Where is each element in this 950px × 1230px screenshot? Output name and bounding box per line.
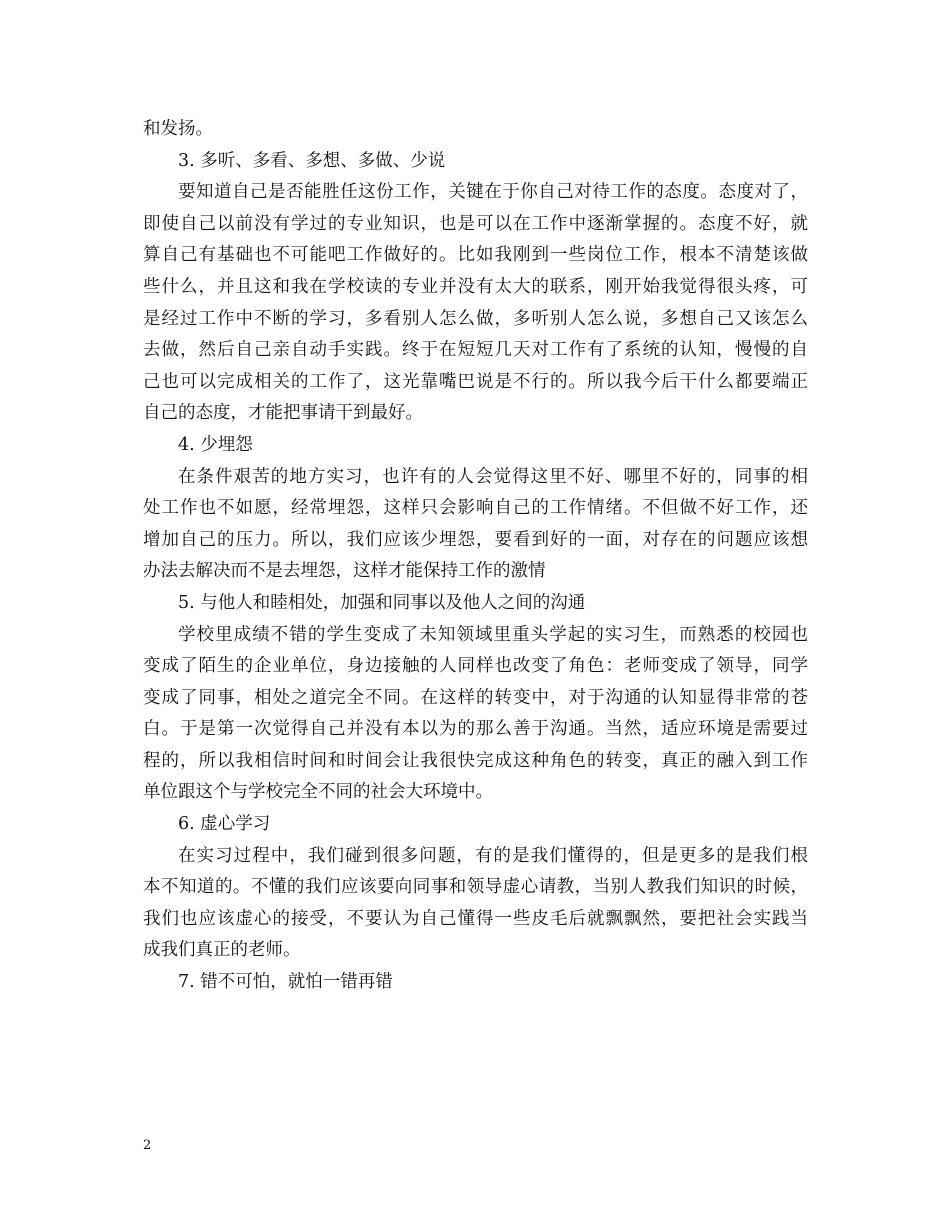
paragraph-line: 算自己有基础也不可能吧工作做好的。比如我刚到一些岗位工作，根本不清楚该做: [143, 245, 808, 266]
paragraph-line: 学校里成绩不错的学生变成了未知领域里重头学起的实习生，而熟悉的校园也: [178, 624, 808, 645]
paragraph: [143, 620, 808, 810]
paragraph-line: 白。于是第一次觉得自己并没有本以为的那么善于沟通。当然，适应环境是需要过: [143, 719, 808, 740]
paragraph-line: 是经过工作中不断的学习，多看别人怎么做，多听别人怎么说，多想自己又该怎么: [143, 308, 808, 329]
paragraph-line: 变成了陌生的企业单位，身边接触的人同样也改变了角色：老师变成了领导，同学: [143, 656, 808, 677]
paragraph-line: 增加自己的压力。所以，我们应该少埋怨，要看到好的一面，对存在的问题应该想: [143, 529, 808, 550]
paragraph-line: 变成了同事，相处之道完全不同。在这样的转变中，对于沟通的认知显得非常的苍: [143, 687, 808, 708]
section-heading: 3. 多听、多看、多想、多做、少说: [178, 150, 446, 171]
paragraph: [143, 462, 808, 588]
paragraph: [143, 114, 808, 146]
paragraph-line: 在实习过程中，我们碰到很多问题，有的是我们懂得的，但是更多的是我们根: [178, 845, 808, 866]
section-heading: 6. 虚心学习: [178, 814, 271, 835]
section-heading: 5. 与他人和睦相处，加强和同事以及他人之间的沟通: [178, 592, 586, 613]
paragraph-line: 去做，然后自己亲自动手实践。终于在短短几天对工作有了系统的认知，慢慢的自: [143, 340, 808, 361]
section-heading: 7. 错不可怕，就怕一错再错: [178, 972, 393, 993]
paragraph-line: 自己的态度，才能把事请干到最好。: [143, 403, 423, 424]
paragraph-line: 单位跟这个与学校完全不同的社会大环境中。: [143, 782, 493, 803]
page-number: 2: [143, 1138, 152, 1153]
paragraph-line: 在条件艰苦的地方实习，也许有的人会觉得这里不好、哪里不好的，同事的相: [178, 466, 808, 487]
paragraph-line: 己也可以完成相关的工作了，这光靠嘴巴说是不行的。所以我今后干什么都要端正: [143, 371, 808, 392]
paragraph: [143, 177, 808, 430]
paragraph-line: 程的，所以我相信时间和时间会让我很快完成这种角色的转变，真正的融入到工作: [143, 750, 808, 771]
paragraph-line: 即使自己以前没有学过的专业知识，也是可以在工作中逐渐掌握的。态度不好，就: [143, 213, 808, 234]
paragraph-line: 和发扬。: [143, 119, 213, 139]
paragraph-line: 成我们真正的老师。: [143, 940, 301, 961]
paragraph: [143, 841, 808, 967]
paragraph-line: 要知道自己是否能胜任这份工作，关键在于你自己对待工作的态度。态度对了，: [178, 182, 808, 203]
paragraph-line: 我们也应该虚心的接受，不要认为自己懂得一些皮毛后就飘飘然，要把社会实践当: [143, 908, 808, 929]
document-body: [143, 114, 808, 999]
paragraph-line: 些什么，并且这和我在学校读的专业并没有太大的联系，刚开始我觉得很头疼，可: [143, 276, 808, 297]
paragraph-line: 本不知道的。不懂的我们应该要向同事和领导虚心请教，当别人教我们知识的时候，: [143, 877, 808, 898]
section-heading: 4. 少埋怨: [178, 434, 253, 455]
paragraph-line: 办法去解决而不是去埋怨，这样才能保持工作的激情: [143, 561, 546, 582]
paragraph-line: 处工作也不如愿，经常埋怨，这样只会影响自己的工作情绪。不但做不好工作，还: [143, 498, 808, 519]
